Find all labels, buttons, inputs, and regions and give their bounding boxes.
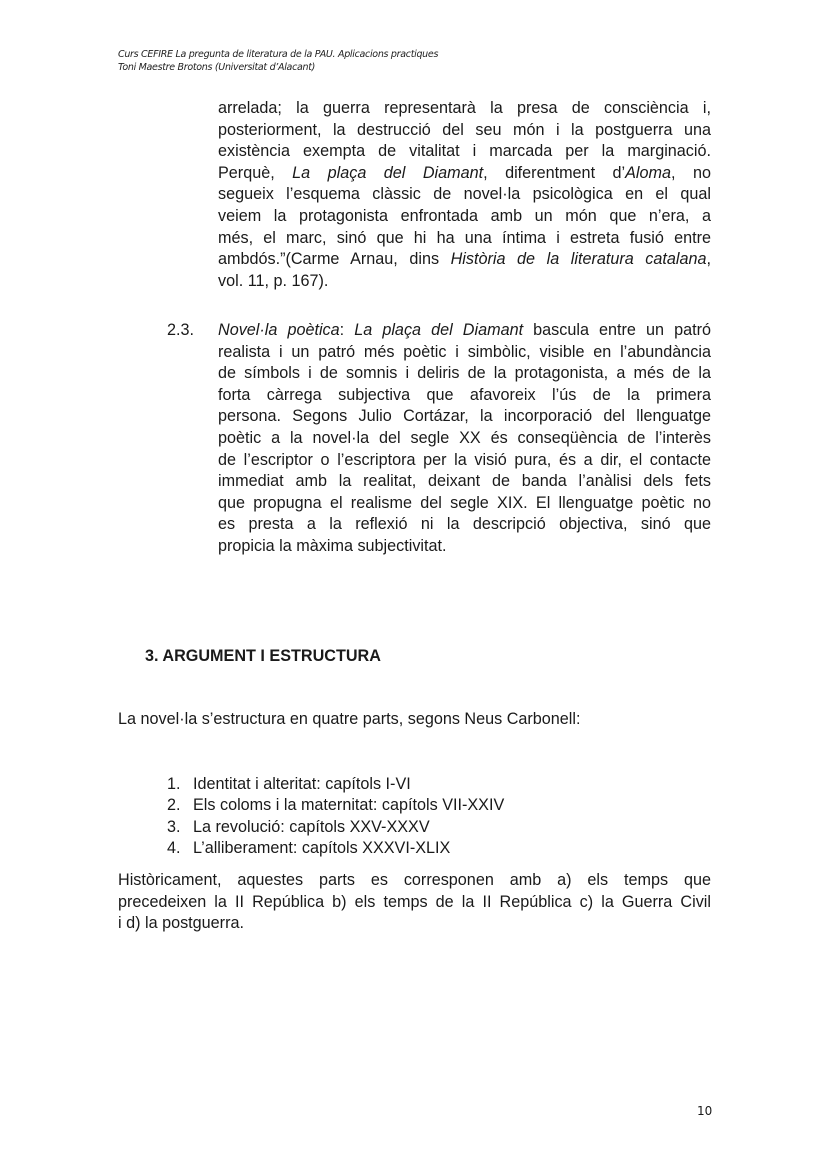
list-text: La revolució: capítols XXV-XXXV — [193, 817, 430, 836]
list-item — [167, 795, 504, 816]
text-line: Novel·la poètica: La plaça del Diamant bascula entre un patró — [218, 321, 711, 339]
text-line: i d) la postguerra. — [118, 914, 244, 933]
text-line: ambdós.”(Carme Arnau, dins Història de la literatura catalana, — [218, 250, 711, 269]
running-header — [118, 48, 438, 74]
italic-title: Història de la literatura catalana — [450, 250, 707, 269]
section-number-2-3: 2.3. — [167, 321, 195, 339]
text-line: Històricament, aquestes parts es corresponen amb a) els temps que — [118, 871, 711, 889]
list-number: 1. — [167, 775, 181, 793]
text-line: més, el marc, sinó que hi ha una íntima i estreta fusió entre — [218, 228, 711, 247]
closing-paragraph — [118, 870, 711, 935]
text-line: realista i un patró més poètic i simbòlic, visible en l’abundància — [218, 342, 711, 361]
page-number: 10 — [697, 1104, 713, 1118]
list-number: 2. — [167, 796, 181, 815]
list-item — [167, 774, 504, 795]
text-line: Perquè, La plaça del Diamant, diferentment d’Aloma, no — [218, 163, 711, 182]
text-line: forta càrrega subjectiva que afavoreix l’ús de la primera — [218, 385, 711, 404]
list-item — [167, 817, 504, 838]
section-2-3-paragraph — [218, 320, 711, 558]
text-line: posteriorment, la destrucció del seu món i la postguerra una — [218, 120, 711, 139]
text-line: segueix l’esquema clàssic de novel·la psicològica en el qual — [218, 185, 711, 204]
text-line: poètic a la novel·la del segle XX és conseqüència de l’interès — [218, 428, 711, 447]
list-text: L’alliberament: capítols XXXVI-XLIX — [193, 839, 451, 858]
text-line: es presta a la reflexió ni la descripció objectiva, sinó que — [218, 515, 711, 534]
section-3-heading: 3. ARGUMENT I ESTRUCTURA — [145, 647, 381, 665]
text-line: immediat amb la realitat, deixant de banda l’anàlisi dels fets — [218, 472, 711, 491]
text-line: de símbols i de somnis i deliris de la protagonista, a més de la — [218, 364, 711, 383]
text-line: propicia la màxima subjectivitat. — [218, 536, 447, 555]
italic-title: Aloma — [625, 163, 672, 182]
header-author: Toni Maestre Brotons (Universitat d’Alacant) — [118, 62, 316, 73]
text-line: persona. Segons Julio Cortázar, la incorporació del llenguatge — [218, 407, 711, 426]
text-line: que propugna el realisme del segle XIX. El llenguatge poètic no — [218, 493, 711, 512]
italic-title: La plaça del Diamant — [354, 321, 524, 339]
text-line: de l’escriptor o l’escriptora per la visió pura, és a dir, el contacte — [218, 450, 711, 469]
list-number: 3. — [167, 817, 181, 836]
italic-title: Novel·la poètica — [218, 321, 340, 339]
text-line: veiem la protagonista enfrontada amb un món que n’era, a — [218, 206, 711, 225]
text-line: vol. 11, p. 167). — [218, 271, 329, 290]
list-item — [167, 838, 504, 859]
header-course: Curs CEFIRE La pregunta de literatura de la PAU. Aplicacions practiques — [118, 49, 439, 60]
list-number: 4. — [167, 839, 181, 858]
italic-title: La plaça del Diamant — [292, 163, 484, 182]
quote-paragraph — [218, 98, 711, 292]
text-line: precedeixen la II República b) els temps de la II República c) la Guerra Civil — [118, 892, 711, 911]
text-line: arrelada; la guerra representarà la presa de consciència i, — [218, 99, 711, 117]
text-line: existència exempta de vitalitat i marcada per la marginació. — [218, 142, 711, 161]
list-text: Identitat i alteritat: capítols I-VI — [193, 775, 411, 793]
parts-list — [167, 774, 504, 860]
section-3-intro: La novel·la s’estructura en quatre parts, segons Neus Carbonell: — [118, 710, 581, 728]
list-text: Els coloms i la maternitat: capítols VII-XXIV — [193, 796, 505, 815]
